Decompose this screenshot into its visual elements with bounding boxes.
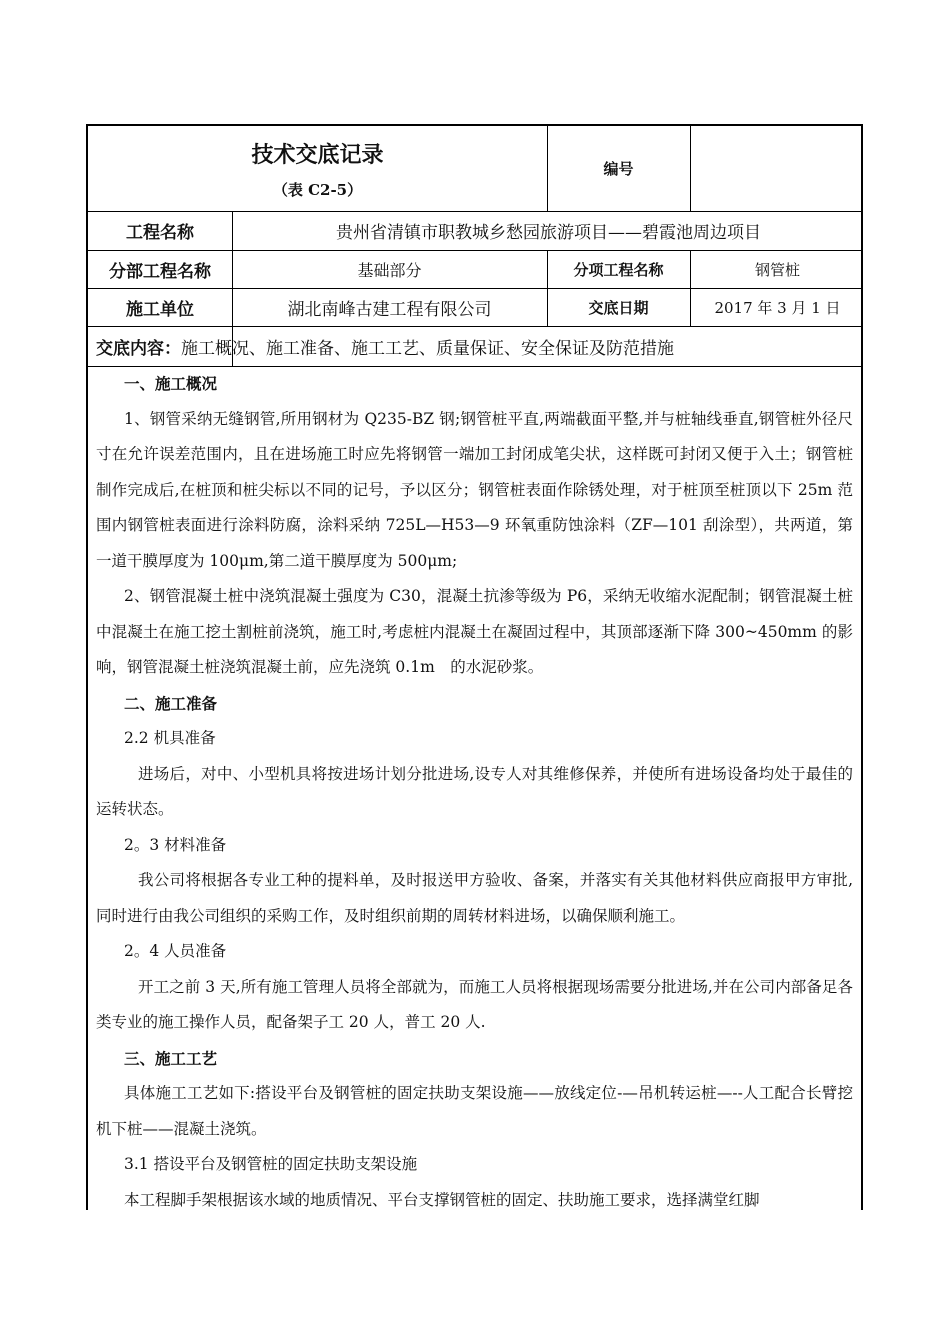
subsection-heading: 3.1 搭设平台及钢管桩的固定扶助支架设施: [124, 1155, 418, 1173]
title-cell: [88, 126, 547, 211]
paragraph: 本工程脚手架根据该水域的地质情况、平台支撑钢管桩的固定、扶助施工要求，选择满堂红脚: [124, 1190, 760, 1209]
paragraph: 1、钢管采纳无缝钢管,所用钢材为 Q235-BZ 钢;钢管桩平直,两端截面平整,并与桩轴线垂直,钢管桩外径尺寸在允许误差范围内，且在进场施工时应先将钢管一端加工封闭成笔尖状，这样既可封闭又便于入土；钢管桩制作完成后,在桩顶和桩尖标以不同的记号，予以区分；钢管桩表面作除锈处理，对于桩顶至桩顶以下 25m 范围内钢管桩表面进行涂料防腐，涂料采纳 725L—H53—9 环氧重防蚀涂料（ZF—101 刮涂型），共两道，第一道干膜厚度为 100μm,第二道干膜厚度为 500μm;: [96, 409, 853, 570]
paragraph: 我公司将根据各专业工种的提料单，及时报送甲方验收、备案，并落实有关其他材料供应商报甲方审批,同时进行由我公司组织的采购工作，及时组织前期的周转材料进场，以确保顺利施工。: [96, 871, 853, 925]
section-heading: 三、施工工艺: [124, 1048, 218, 1068]
form-code: （表 C2-5）: [272, 180, 363, 199]
intro-text: 施工概况、施工准备、施工工艺、质量保证、安全保证及防范措施: [181, 338, 674, 359]
intro-label: 交底内容：: [96, 338, 181, 359]
subsection-heading: 2。3 材料准备: [124, 835, 227, 854]
date-label: 交底日期: [588, 298, 649, 317]
item-project-value: 钢管桩: [754, 260, 800, 279]
sub-project-label: 分部工程名称: [109, 261, 211, 282]
document-title: 技术交底记录: [251, 141, 384, 168]
unit-label: 施工单位: [126, 299, 194, 320]
record-table: [86, 124, 863, 1210]
disclosure-intro: [88, 326, 865, 366]
date-value: 2017 年 3 月 1 日: [714, 298, 841, 317]
paragraph: 2、钢管混凝土桩中浇筑混凝土强度为 C30，混凝土抗渗等级为 P6，采纳无收缩水泥配制；钢管混凝土桩中混凝土在施工挖土割桩前浇筑，施工时,考虑桩内混凝土在凝固过程中，其顶部逐渐下降 300~450mm 的影响，钢管混凝土桩浇筑混凝土前，应先浇筑 0.1m 的水泥砂浆。: [96, 587, 853, 676]
section-heading: 一、施工概况: [124, 374, 218, 393]
paragraph: 开工之前 3 天,所有施工管理人员将全部就为，而施工人员将根据现场需要分批进场,并在公司内部备足各类专业的施工操作人员，配备架子工 20 人，普工 20 人.: [96, 977, 853, 1031]
section-heading: 二、施工准备: [124, 693, 218, 713]
project-name-value: 贵州省清镇市职教城乡愁园旅游项目——碧霞池周边项目: [336, 223, 761, 243]
unit-value: 湖北南峰古建工程有限公司: [287, 299, 492, 320]
subsection-heading: 2.2 机具准备: [124, 729, 216, 747]
project-name-label: 工程名称: [126, 223, 194, 243]
paragraph: 进场后，对中、小型机具将按进场计划分批进场,设专人对其维修保养，并使所有进场设备均处于最佳的运转状态。: [96, 764, 853, 818]
sub-project-value: 基础部分: [357, 260, 422, 280]
subsection-heading: 2。4 人员准备: [124, 942, 227, 960]
number-value: [690, 126, 865, 211]
item-project-label: 分项工程名称: [573, 260, 664, 279]
disclosure-body: [88, 366, 861, 1218]
paragraph: 具体施工工艺如下:搭设平台及钢管桩的固定扶助支架设施——放线定位-—吊机转运桩—--人工配合长臂挖机下桩——混凝土浇筑。: [96, 1084, 853, 1138]
number-label: 编号: [603, 160, 634, 178]
